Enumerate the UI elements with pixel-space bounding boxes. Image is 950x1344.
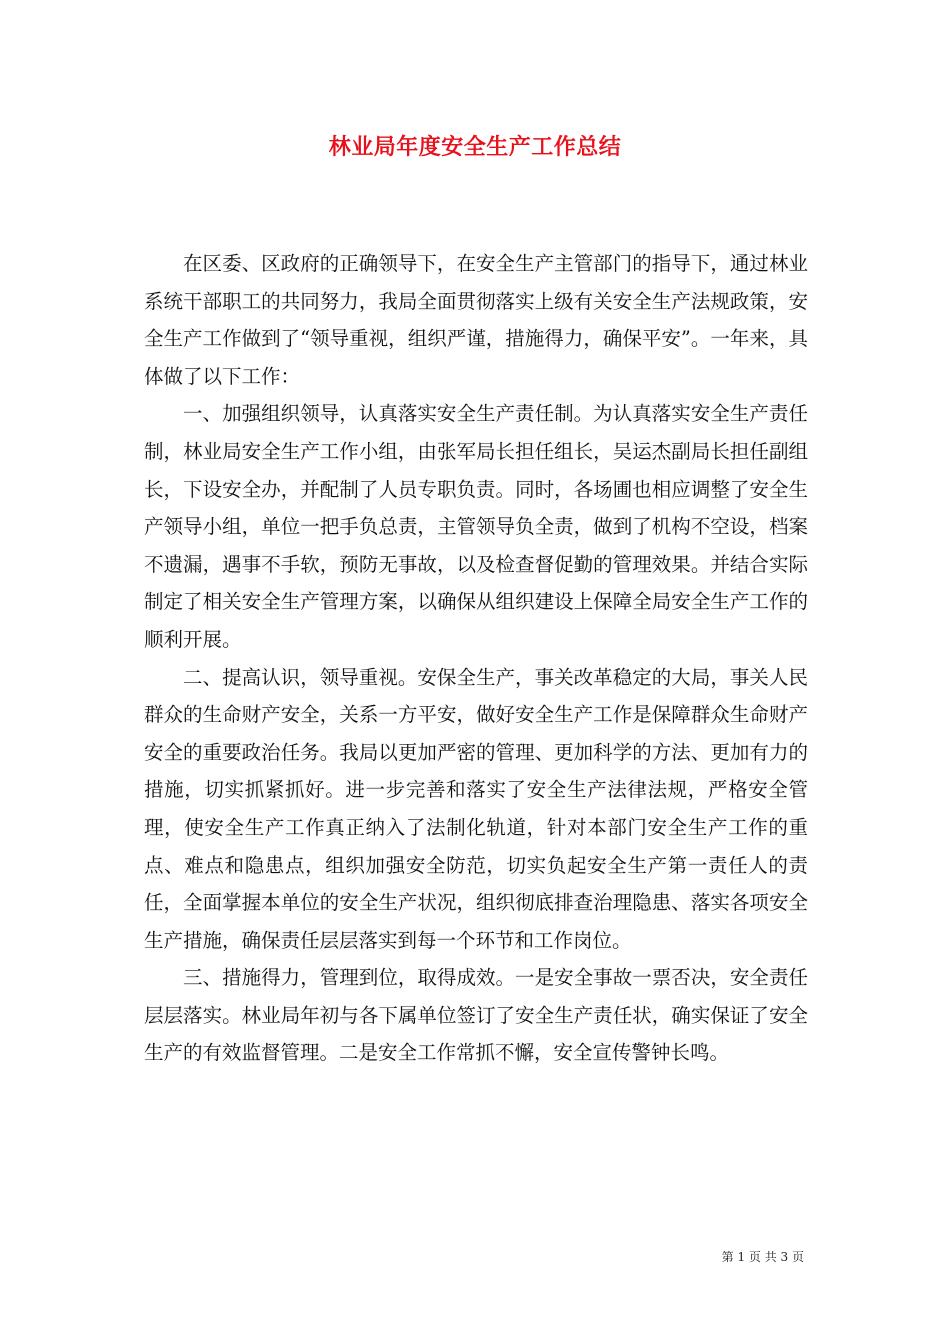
document-title: 林业局年度安全生产工作总结 <box>328 134 622 160</box>
page-number-footer: 第 1 页 共 3 页 <box>721 1250 804 1264</box>
paragraph-intro: 在区委、区政府的正确领导下，在安全生产主管部门的指导下，通过林业系统干部职工的共同努力，我局全面贯彻落实上级有关安全生产法规政策，安全生产工作做到了“领导重视，组织严谨，措施得力，确保平安”。一年来，具体做了以下工作： <box>144 252 808 388</box>
document-body <box>144 245 808 1072</box>
paragraph-section-two: 二、提高认识，领导重视。安保全生产，事关改革稳定的大局，事关人民群众的生命财产安全，关系一方平安，做好安全生产工作是保障群众生命财产安全的重要政治任务。我局以更加严密的管理、更加科学的方法、更加有力的措施，切实抓紧抓好。进一步完善和落实了安全生产法律法规，严格安全管理，使安全生产工作真正纳入了法制化轨道，针对本部门安全生产工作的重点、难点和隐患点，组织加强安全防范，切实负起安全生产第一责任人的责任，全面掌握本单位的安全生产状况，组织彻底排查治理隐患、落实各项安全生产措施，确保责任层层落实到每一个环节和工作岗位。 <box>144 665 808 952</box>
paragraph-section-three: 三、措施得力，管理到位，取得成效。一是安全事故一票否决，安全责任层层落实。林业局年初与各下属单位签订了安全生产责任状，确实保证了安全生产的有效监督管理。二是安全工作常抓不懈，安全宣传警钟长鸣。 <box>144 966 808 1065</box>
paragraph-section-one: 一、加强组织领导，认真落实安全生产责任制。为认真落实安全生产责任制，林业局安全生产工作小组，由张军局长担任组长，吴运杰副局长担任副组长，下设安全办，并配制了人员专职负责。同时，各场圃也相应调整了安全生产领导小组，单位一把手负总责，主管领导负全责，做到了机构不空设，档案不遗漏，遇事不手软，预防无事故，以及检查督促勤的管理效果。并结合实际制定了相关安全生产管理方案，以确保从组织建设上保障全局安全生产工作的顺利开展。 <box>144 402 808 651</box>
